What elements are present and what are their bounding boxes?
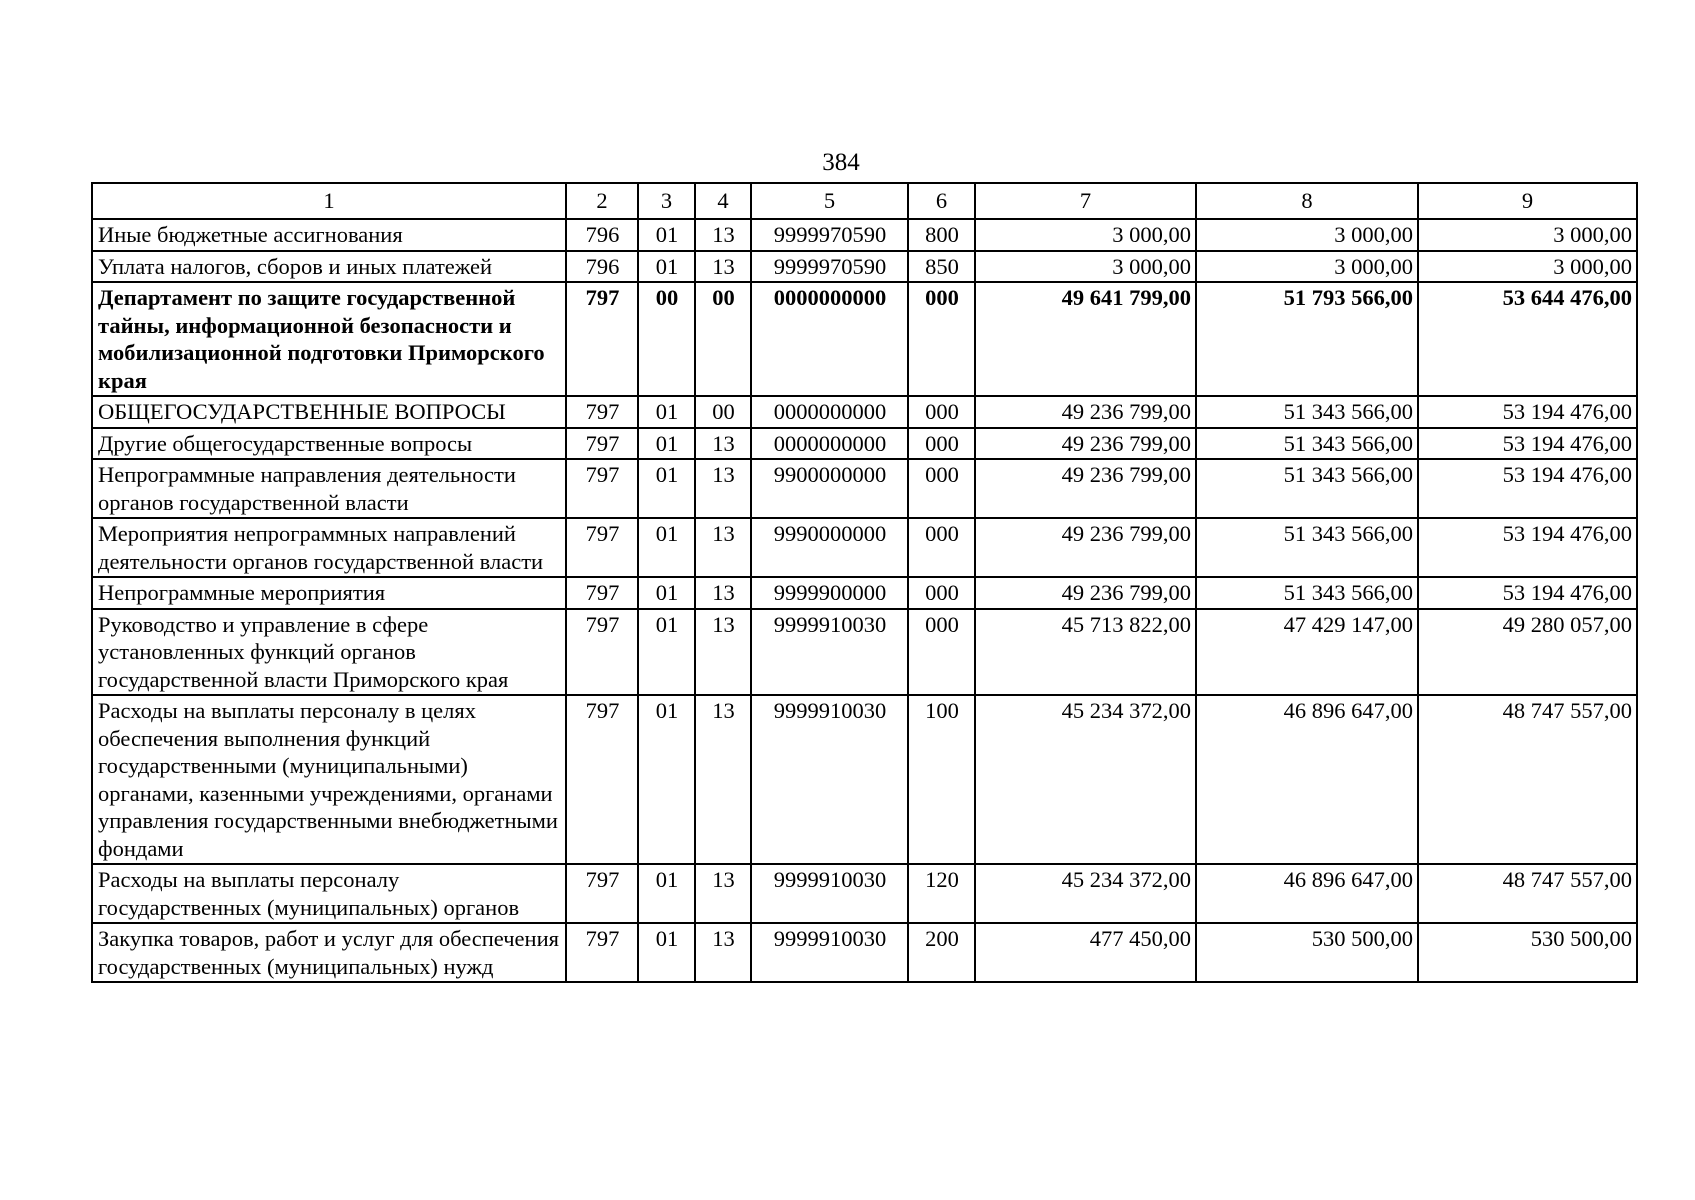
row-amount-8: 46 896 647,00 [1196, 864, 1418, 923]
row-name: Иные бюджетные ассигнования [92, 219, 566, 251]
row-amount-9: 53 194 476,00 [1418, 396, 1637, 428]
header-col-1: 1 [92, 183, 566, 219]
row-code-6: 000 [908, 577, 975, 609]
row-amount-7: 3 000,00 [975, 219, 1196, 251]
row-code-6: 800 [908, 219, 975, 251]
row-code-3: 01 [638, 428, 695, 460]
row-amount-9: 53 194 476,00 [1418, 428, 1637, 460]
row-name: Непрограммные мероприятия [92, 577, 566, 609]
row-amount-9: 53 194 476,00 [1418, 577, 1637, 609]
row-code-3: 01 [638, 864, 695, 923]
row-amount-7: 477 450,00 [975, 923, 1196, 982]
row-amount-8: 3 000,00 [1196, 219, 1418, 251]
row-amount-9: 3 000,00 [1418, 251, 1637, 283]
row-code-3: 01 [638, 459, 695, 518]
table-header [92, 183, 1637, 219]
row-code-5: 9999910030 [751, 609, 908, 696]
row-amount-9: 53 194 476,00 [1418, 518, 1637, 577]
row-code-3: 01 [638, 695, 695, 864]
row-code-2: 797 [566, 518, 638, 577]
row-code-2: 797 [566, 923, 638, 982]
row-code-6: 000 [908, 428, 975, 460]
row-name: Другие общегосударственные вопросы [92, 428, 566, 460]
row-code-3: 01 [638, 219, 695, 251]
row-amount-8: 51 343 566,00 [1196, 459, 1418, 518]
row-amount-7: 45 713 822,00 [975, 609, 1196, 696]
row-amount-8: 51 343 566,00 [1196, 428, 1418, 460]
table-row [92, 219, 1637, 251]
row-code-2: 796 [566, 219, 638, 251]
row-amount-8: 51 343 566,00 [1196, 396, 1418, 428]
header-col-9: 9 [1418, 183, 1637, 219]
row-code-5: 9999910030 [751, 923, 908, 982]
row-code-3: 01 [638, 251, 695, 283]
table-row [92, 695, 1637, 864]
row-amount-9: 53 194 476,00 [1418, 459, 1637, 518]
row-code-4: 13 [695, 923, 751, 982]
row-code-3: 01 [638, 518, 695, 577]
table-row [92, 923, 1637, 982]
row-name: Руководство и управление в сфере установленных функций органов государственной власти Приморского края [92, 609, 566, 696]
page-number-text: 384 [822, 149, 860, 176]
row-amount-9: 53 644 476,00 [1418, 282, 1637, 396]
row-amount-9: 49 280 057,00 [1418, 609, 1637, 696]
header-col-5: 5 [751, 183, 908, 219]
table-row [92, 428, 1637, 460]
table-row [92, 577, 1637, 609]
row-code-5: 0000000000 [751, 282, 908, 396]
row-code-5: 0000000000 [751, 428, 908, 460]
row-amount-7: 49 236 799,00 [975, 459, 1196, 518]
header-col-8: 8 [1196, 183, 1418, 219]
row-code-2: 797 [566, 428, 638, 460]
row-amount-7: 49 641 799,00 [975, 282, 1196, 396]
row-code-3: 00 [638, 282, 695, 396]
table-row [92, 396, 1637, 428]
table-row [92, 459, 1637, 518]
header-col-2: 2 [566, 183, 638, 219]
row-code-4: 00 [695, 282, 751, 396]
row-code-6: 000 [908, 396, 975, 428]
row-name: Мероприятия непрограммных направлений деятельности органов государственной власти [92, 518, 566, 577]
row-amount-7: 3 000,00 [975, 251, 1196, 283]
row-amount-7: 49 236 799,00 [975, 428, 1196, 460]
row-amount-8: 530 500,00 [1196, 923, 1418, 982]
header-col-7: 7 [975, 183, 1196, 219]
row-code-4: 13 [695, 428, 751, 460]
header-col-4: 4 [695, 183, 751, 219]
row-code-6: 000 [908, 459, 975, 518]
page-number [0, 148, 1695, 178]
row-code-4: 13 [695, 864, 751, 923]
row-amount-9: 3 000,00 [1418, 219, 1637, 251]
row-code-2: 797 [566, 459, 638, 518]
table-body [92, 219, 1637, 982]
row-amount-9: 530 500,00 [1418, 923, 1637, 982]
row-amount-8: 51 343 566,00 [1196, 518, 1418, 577]
row-amount-9: 48 747 557,00 [1418, 864, 1637, 923]
row-code-5: 9999910030 [751, 864, 908, 923]
row-code-2: 796 [566, 251, 638, 283]
row-code-2: 797 [566, 864, 638, 923]
row-name: Департамент по защите государственной тайны, информационной безопасности и мобилизационной подготовки Приморского края [92, 282, 566, 396]
row-code-5: 9999910030 [751, 695, 908, 864]
row-code-3: 01 [638, 396, 695, 428]
row-name: Непрограммные направления деятельности органов государственной власти [92, 459, 566, 518]
row-code-3: 01 [638, 577, 695, 609]
row-code-5: 9999970590 [751, 251, 908, 283]
row-amount-8: 46 896 647,00 [1196, 695, 1418, 864]
row-name: Расходы на выплаты персоналу государственных (муниципальных) органов [92, 864, 566, 923]
row-code-4: 13 [695, 695, 751, 864]
row-code-4: 13 [695, 251, 751, 283]
row-amount-7: 49 236 799,00 [975, 518, 1196, 577]
row-code-2: 797 [566, 577, 638, 609]
table-row [92, 864, 1637, 923]
table-row [92, 518, 1637, 577]
row-name: Уплата налогов, сборов и иных платежей [92, 251, 566, 283]
row-code-5: 9999970590 [751, 219, 908, 251]
row-code-2: 797 [566, 282, 638, 396]
row-amount-9: 48 747 557,00 [1418, 695, 1637, 864]
row-code-4: 13 [695, 219, 751, 251]
row-amount-7: 45 234 372,00 [975, 864, 1196, 923]
row-code-4: 13 [695, 459, 751, 518]
row-code-5: 9990000000 [751, 518, 908, 577]
row-code-5: 0000000000 [751, 396, 908, 428]
row-code-4: 13 [695, 609, 751, 696]
row-code-2: 797 [566, 695, 638, 864]
row-code-3: 01 [638, 609, 695, 696]
row-amount-8: 47 429 147,00 [1196, 609, 1418, 696]
row-code-5: 9999900000 [751, 577, 908, 609]
budget-table [91, 182, 1638, 983]
row-name: Закупка товаров, работ и услуг для обеспечения государственных (муниципальных) нужд [92, 923, 566, 982]
header-row [92, 183, 1637, 219]
row-code-4: 13 [695, 577, 751, 609]
row-code-6: 000 [908, 609, 975, 696]
row-code-3: 01 [638, 923, 695, 982]
row-amount-8: 3 000,00 [1196, 251, 1418, 283]
row-code-6: 000 [908, 518, 975, 577]
table-row-department [92, 282, 1637, 396]
row-code-6: 120 [908, 864, 975, 923]
row-code-4: 00 [695, 396, 751, 428]
row-code-2: 797 [566, 396, 638, 428]
row-code-4: 13 [695, 518, 751, 577]
row-amount-7: 49 236 799,00 [975, 577, 1196, 609]
row-amount-8: 51 343 566,00 [1196, 577, 1418, 609]
row-amount-8: 51 793 566,00 [1196, 282, 1418, 396]
row-code-5: 9900000000 [751, 459, 908, 518]
row-name: Расходы на выплаты персоналу в целях обеспечения выполнения функций государственными (муниципальными) органами, казенными учреждениями, органами управления государственными внебюджетными фондами [92, 695, 566, 864]
row-code-6: 850 [908, 251, 975, 283]
row-name: ОБЩЕГОСУДАРСТВЕННЫЕ ВОПРОСЫ [92, 396, 566, 428]
row-code-6: 000 [908, 282, 975, 396]
row-code-6: 100 [908, 695, 975, 864]
row-amount-7: 45 234 372,00 [975, 695, 1196, 864]
table-row [92, 251, 1637, 283]
row-amount-7: 49 236 799,00 [975, 396, 1196, 428]
header-col-3: 3 [638, 183, 695, 219]
row-code-6: 200 [908, 923, 975, 982]
row-code-2: 797 [566, 609, 638, 696]
table-row [92, 609, 1637, 696]
header-col-6: 6 [908, 183, 975, 219]
